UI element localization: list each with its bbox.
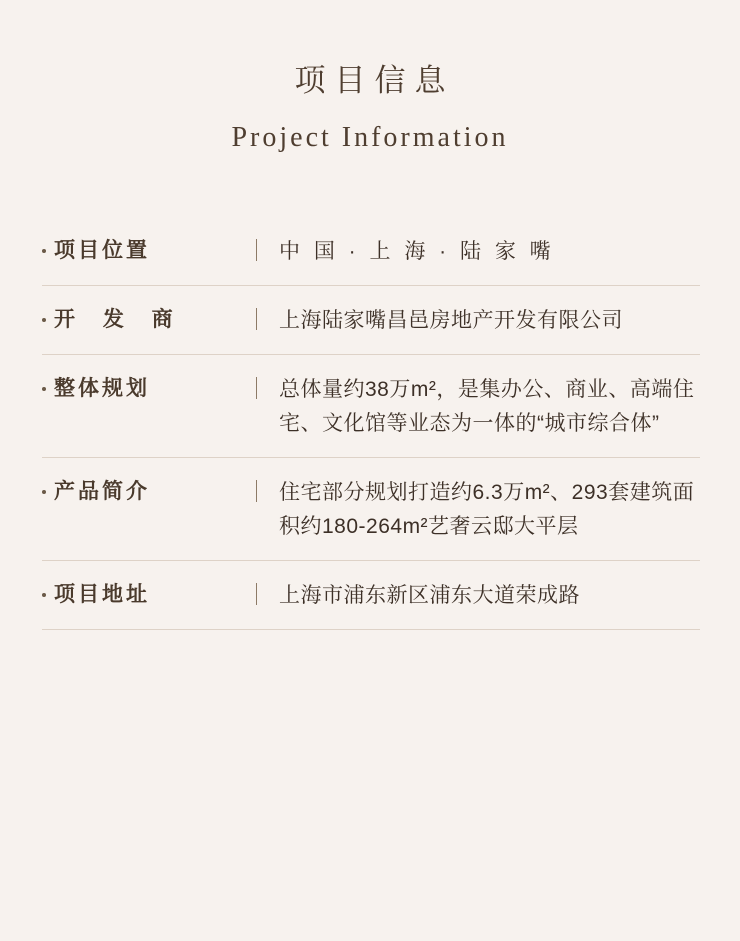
- info-value: 住宅部分规划打造约6.3万m²、293套建筑面积约180-264m²艺奢云邸大平层: [279, 480, 695, 538]
- info-row-overall-plan: [42, 355, 700, 458]
- label-wrap: [42, 373, 242, 403]
- bullet-dot-icon: [42, 387, 46, 391]
- bullet-dot-icon: [42, 318, 46, 322]
- info-value: 中 国 · 上 海 · 陆 家 嘴: [279, 239, 555, 263]
- bullet-dot-icon: [42, 490, 46, 494]
- info-row-developer: [42, 286, 700, 355]
- info-label: 产品简介: [54, 479, 150, 503]
- bullet-dot-icon: [42, 593, 46, 597]
- info-label: 项目位置: [54, 238, 150, 262]
- vertical-divider: [256, 239, 257, 261]
- vertical-divider: [256, 377, 257, 399]
- label-wrap: [42, 304, 242, 334]
- info-label: 开 发 商: [54, 307, 184, 331]
- bottom-spacer: [0, 630, 740, 730]
- vertical-divider: [256, 583, 257, 605]
- info-label: 整体规划: [54, 376, 150, 400]
- vertical-divider: [256, 480, 257, 502]
- page-header: [0, 0, 740, 155]
- info-value: 总体量约38万m²，是集办公、商业、高端住宅、文化馆等业态为一体的“城市综合体”: [279, 377, 695, 435]
- info-row-product-intro: [42, 458, 700, 561]
- label-wrap: [42, 579, 242, 609]
- info-list: [0, 217, 740, 630]
- info-value: 上海市浦东新区浦东大道荣成路: [279, 583, 580, 607]
- info-row-address: [42, 561, 700, 630]
- bullet-dot-icon: [42, 249, 46, 253]
- vertical-divider: [256, 308, 257, 330]
- info-row-location: [42, 217, 700, 286]
- info-label: 项目地址: [54, 582, 150, 606]
- info-value: 上海陆家嘴昌邑房地产开发有限公司: [279, 308, 623, 332]
- label-wrap: [42, 235, 242, 265]
- label-wrap: [42, 476, 242, 506]
- page-title-cn: 项目信息: [294, 63, 455, 98]
- page-title-en: Project Information: [231, 122, 509, 154]
